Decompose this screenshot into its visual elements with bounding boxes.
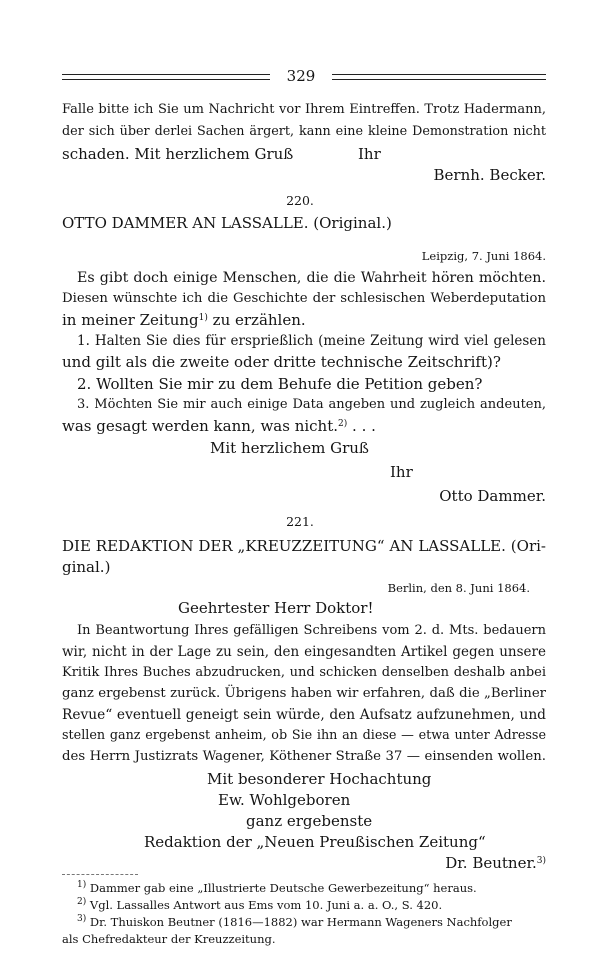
body-text: zu erzählen. [207,311,306,329]
body-line: und gilt als die zweite oder dritte technische Zeitschrift)? [62,353,501,371]
signature [62,853,546,873]
footnote-ref: 3) [536,856,546,866]
footnote [77,897,442,913]
body-line: ganz ergebenst zurück. Übrigens haben wir erfahren, daß die „Berliner [62,686,546,701]
footnote-mark: 2) [77,897,87,907]
closing: Mit herzlichem Gruß [210,439,369,457]
body-text: . . . [347,417,376,435]
salutation: Geehrtester Herr Doktor! [178,599,374,617]
body-line: schaden. Mit herzlichem Gruß [62,145,294,163]
body-line: Kritik Ihres Buches abzudrucken, und schicken denselben deshalb anbei [62,665,546,680]
header-rule-left [62,74,270,80]
body-line: 2. Wollten Sie mir zu dem Behufe die Petition geben? [77,375,483,393]
footnote-text: Dammer gab eine „Illustrierte Deutsche Gewerbezeitung“ heraus. [86,881,477,895]
closing: Mit besonderer Hochachtung [207,770,432,788]
signature: Otto Dammer. [439,487,546,505]
closing: Ew. Wohlgeboren [218,791,351,809]
body-line: wir, nicht in der Lage zu sein, den eingesandten Artikel gegen unsere [62,644,546,660]
footnote [77,880,477,896]
page-header [62,66,546,88]
dateline: Berlin, den 8. Juni 1864. [387,581,530,595]
header-rule-right [332,74,546,80]
footnote-mark: 1) [77,880,87,890]
body-line: In Beantwortung Ihres gefälligen Schreibens vom 2. d. Mts. bedauern [77,623,546,638]
signature-text: Dr. Beutner. [445,854,537,872]
footnote-ref: 1) [198,313,208,323]
letter-heading: ginal.) [62,558,111,576]
footnote-ref: 2) [338,419,348,429]
letter-number: 221. [286,514,314,529]
body-line: Diesen wünschte ich die Geschichte der schlesischen Weberdeputation [62,291,546,306]
body-line: der sich über derlei Sachen ärgert, kann eine kleine Demonstration nicht [62,124,546,139]
page-number: 329 [286,67,316,85]
body-line [62,310,306,330]
footnote-text: Dr. Thuiskon Beutner (1816—1882) war Hermann Wageners Nachfolger [86,915,512,929]
body-text: in meiner Zeitung [62,311,199,329]
footnote-text: Vgl. Lassalles Antwort aus Ems vom 10. Juni a. a. O., S. 420. [86,898,443,912]
footnote-mark: 3) [77,914,87,924]
closing-ihr: Ihr [358,145,381,163]
body-line: stellen ganz ergebenst anheim, ob Sie ihn an diese — etwa unter Adresse [62,728,546,743]
dateline: Leipzig, 7. Juni 1864. [421,249,546,263]
body-line: Falle bitte ich Sie um Nachricht vor Ihrem Eintreffen. Trotz Hadermann, [62,102,546,117]
body-line: Revue“ eventuell geneigt sein würde, den Aufsatz aufzunehmen, und [62,707,546,723]
body-line: 1. Halten Sie dies für ersprießlich (meine Zeitung wird viel gelesen [77,333,546,349]
letter-heading: DIE REDAKTION DER „KREUZZEITUNG“ AN LASSALLE. (Ori- [62,537,546,555]
body-line [62,416,376,436]
body-line: 3. Möchten Sie mir auch einige Data angeben und zugleich andeuten, [77,397,546,412]
body-line: Es gibt doch einige Menschen, die die Wahrheit hören möchten. [77,270,546,286]
footnote [77,914,546,930]
body-text: was gesagt werden kann, was nicht. [62,417,339,435]
closing-ihr: Ihr [390,463,413,481]
footnote-rule [62,874,138,875]
body-line: des Herrn Justizrats Wagener, Köthener Straße 37 — einsenden wollen. [62,749,546,764]
signature: Bernh. Becker. [433,166,546,184]
footnote: als Chefredakteur der Kreuzzeitung. [62,932,276,946]
closing: ganz ergebenste [246,812,373,830]
letter-heading: OTTO DAMMER AN LASSALLE. (Original.) [62,214,392,232]
letter-number: 220. [286,193,314,208]
closing: Redaktion der „Neuen Preußischen Zeitung“ [144,833,486,851]
